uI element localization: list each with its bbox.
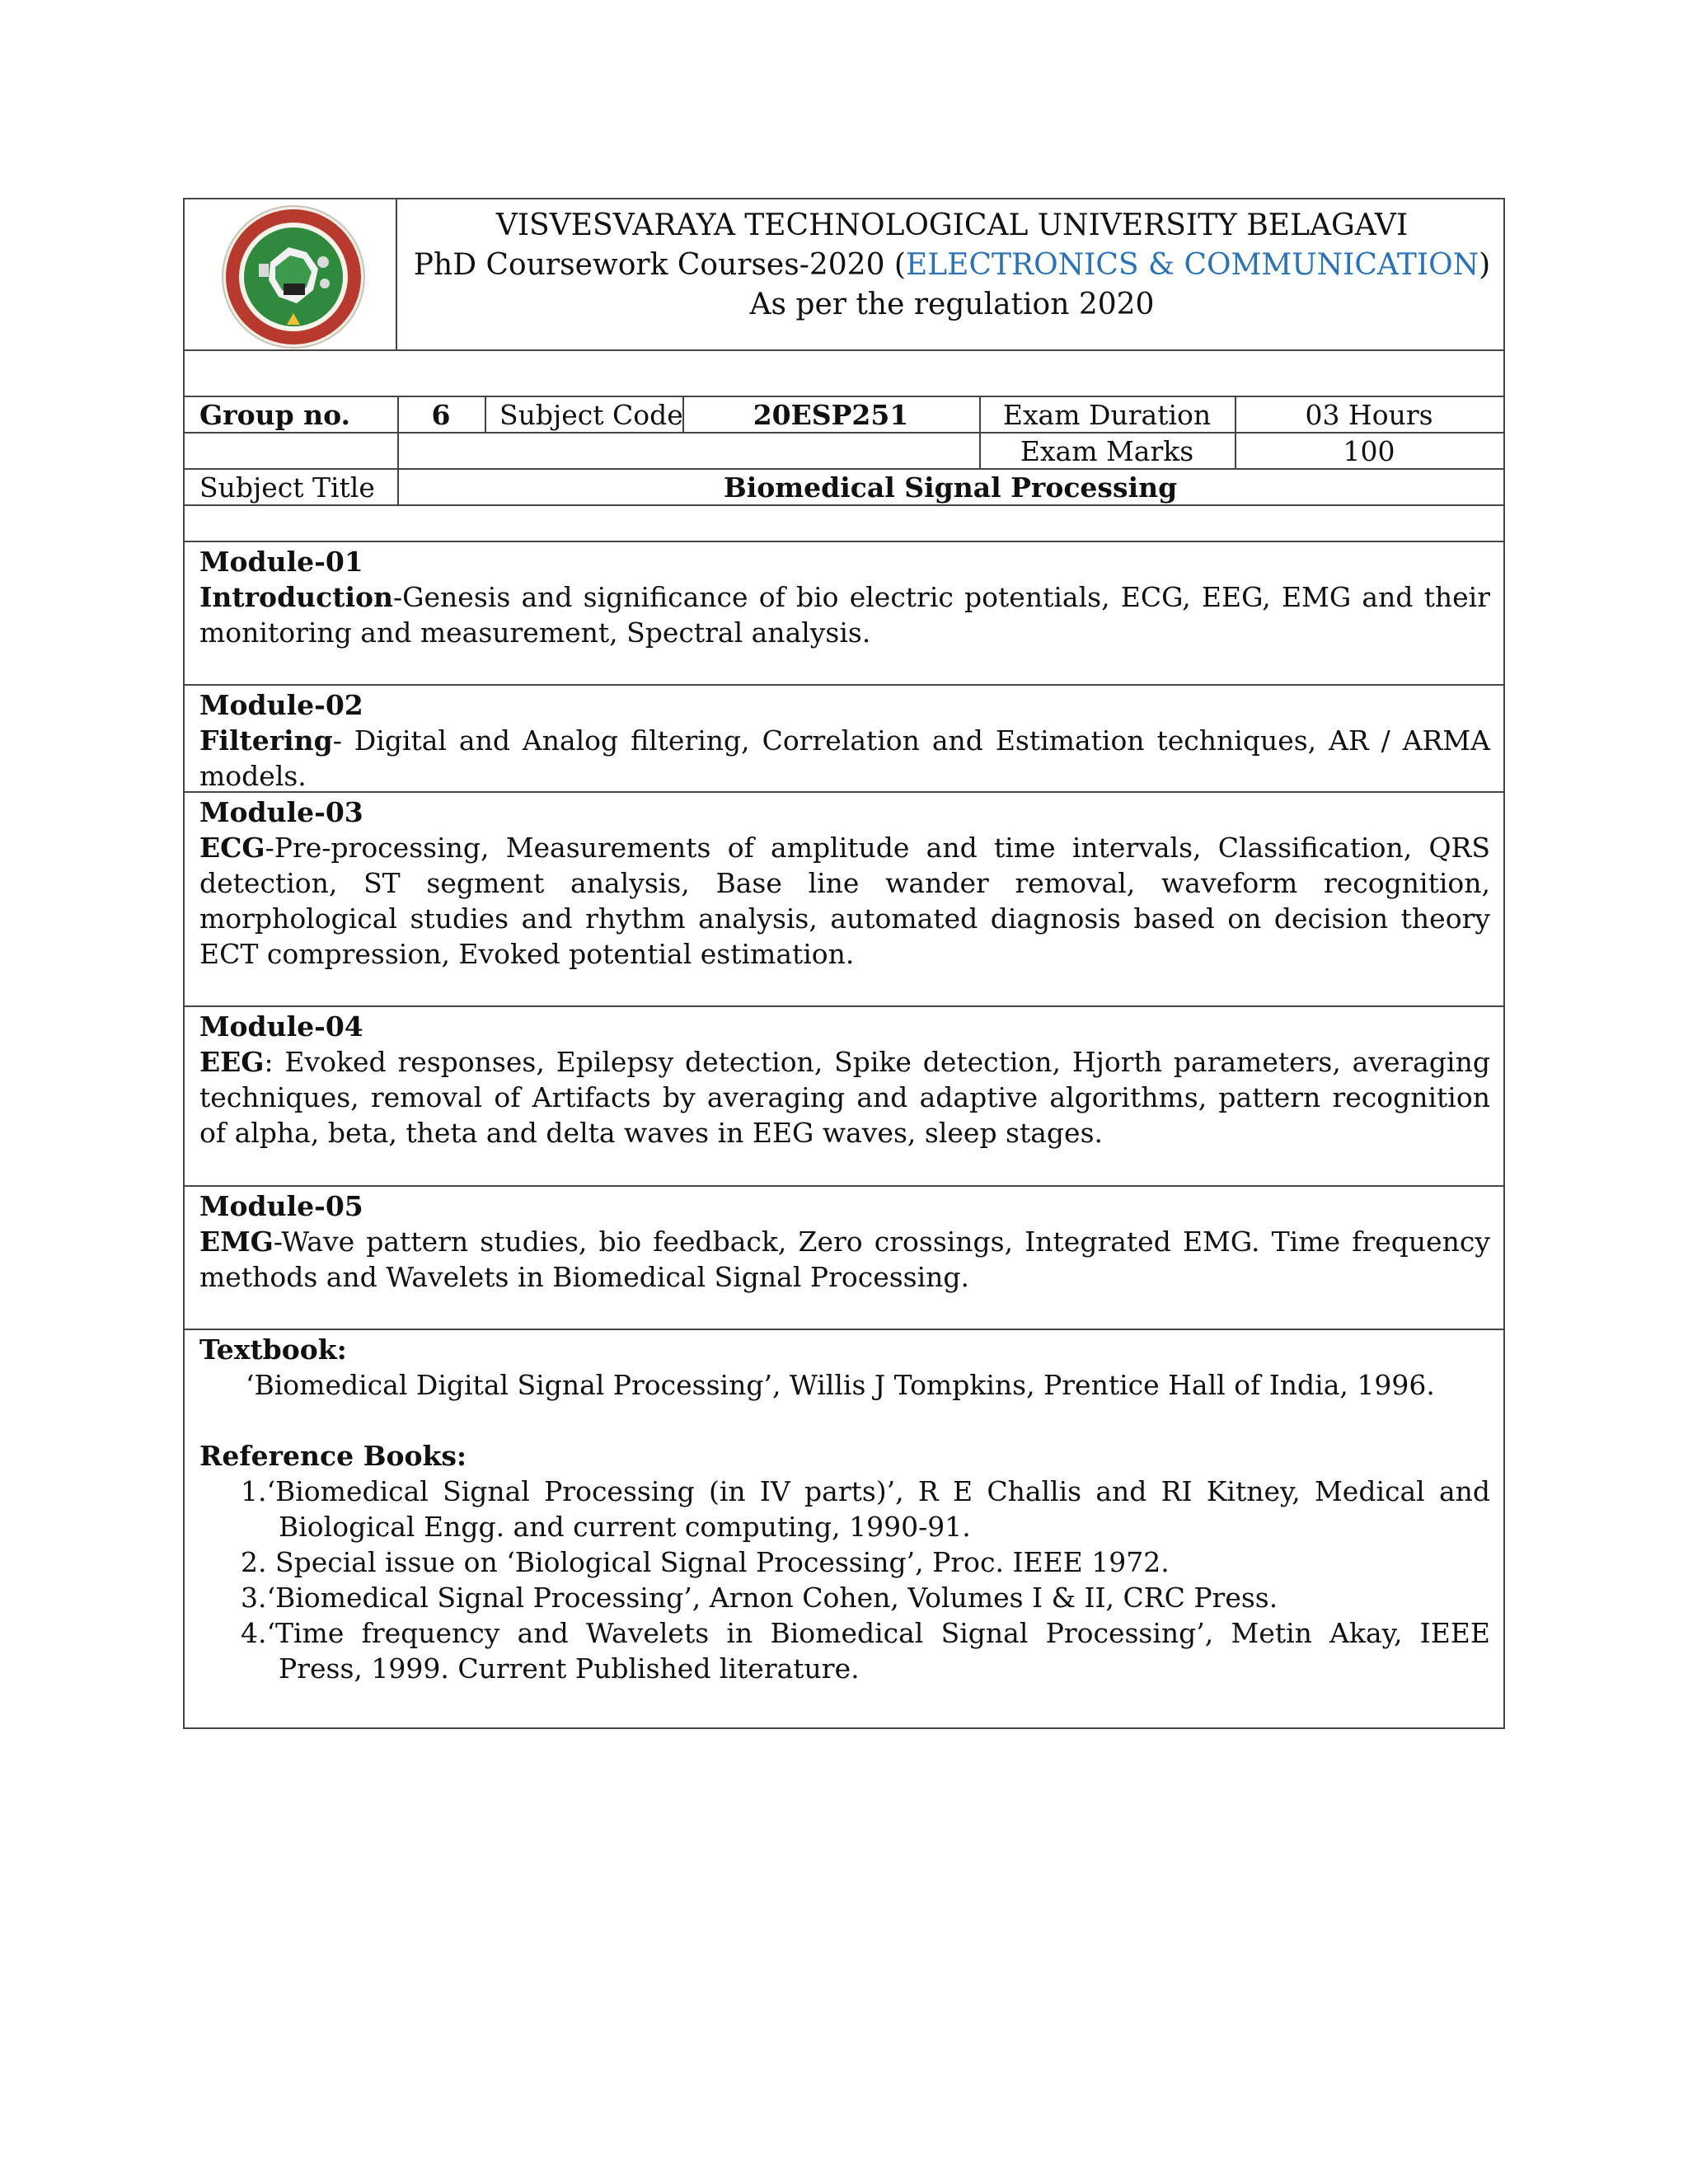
module-text: : Evoked responses, Epilepsy detection, Spike detection, Hjorth parameters, averaging techniques, removal of Artifacts by averaging and adaptive algorithms, pattern recognition of alpha, beta, theta and delta waves in EEG waves, sleep stages. <box>199 1046 1490 1149</box>
regulation-line: As per the regulation 2020 <box>749 288 1155 321</box>
reference-item: 3.‘Biomedical Signal Processing’, Arnon Cohen, Volumes I & II, CRC Press. <box>241 1582 1278 1614</box>
module-title: Module-03 <box>199 796 363 828</box>
reference-item: 2. Special issue on ‘Biological Signal Processing’, Proc. IEEE 1972. <box>241 1546 1170 1578</box>
university-name: VISVESVARAYA TECHNOLOGICAL UNIVERSITY BELAGAVI <box>495 209 1409 242</box>
module-body <box>199 830 1490 972</box>
module-title: Module-02 <box>199 689 363 721</box>
course-suffix: ) <box>1479 248 1491 282</box>
table-divider <box>485 396 486 432</box>
module-text: - Digital and Analog filtering, Correlation and Estimation techniques, AR / ARMA models. <box>199 724 1490 792</box>
module-topic: EMG <box>199 1226 274 1258</box>
subject-code-label: Subject Code <box>499 399 683 431</box>
references-list <box>241 1474 1490 1686</box>
divider <box>185 684 1503 686</box>
course-prefix: PhD Coursework Courses-2020 ( <box>413 248 906 282</box>
group-label: Group no. <box>199 399 351 431</box>
course-line <box>397 246 1507 285</box>
subject-title-label: Subject Title <box>199 471 375 504</box>
syllabus-sheet <box>183 198 1505 1729</box>
module-body <box>199 1224 1490 1295</box>
exam-duration-label: Exam Duration <box>1002 399 1212 431</box>
module-text: -Wave pattern studies, bio feedback, Zero crossings, Integrated EMG. Time frequency methods and Wavelets in Biomedical Signal Processing. <box>199 1226 1490 1293</box>
divider <box>185 1329 1503 1330</box>
module-topic: EEG <box>199 1046 265 1078</box>
subject-title-value: Biomedical Signal Processing <box>723 471 1178 504</box>
divider <box>185 791 1503 793</box>
module-title: Module-05 <box>199 1190 363 1222</box>
department-name: ELECTRONICS & COMMUNICATION <box>905 248 1479 282</box>
module-topic: Filtering <box>199 724 333 757</box>
module-topic: Introduction <box>199 581 394 613</box>
module-body <box>199 723 1490 794</box>
exam-marks-value: 100 <box>1343 435 1395 467</box>
module-title: Module-01 <box>199 546 363 578</box>
reference-item: 1.‘Biomedical Signal Processing (in IV parts)’, R E Challis and RI Kitney, Medical and Biological Engg. and current computing, 1990-91. <box>241 1475 1490 1543</box>
module-body <box>199 1044 1490 1151</box>
exam-marks-label: Exam Marks <box>1020 435 1194 467</box>
reference-item: 4.‘Time frequency and Wavelets in Biomedical Signal Processing’, Metin Akay, IEEE Press, 1999. Current Published literature. <box>241 1617 1490 1685</box>
group-value: 6 <box>431 399 451 431</box>
university-logo-icon <box>221 204 366 349</box>
subject-code-value: 20ESP251 <box>753 399 909 431</box>
divider <box>185 1185 1503 1187</box>
divider <box>185 541 1503 542</box>
module-title: Module-04 <box>199 1010 363 1043</box>
module-body <box>199 579 1490 650</box>
references-heading: Reference Books: <box>199 1440 467 1472</box>
module-text: -Genesis and significance of bio electric potentials, ECG, EEG, EMG and their monitoring and measurement, Spectral analysis. <box>199 581 1490 649</box>
module-text: -Pre-processing, Measurements of amplitude and time intervals, Classification, QRS detection, ST segment analysis, Base line wander removal, waveform recognition, morphological studies and rhythm analysis, automated diagnosis based on decision theory ECT compression, Evoked potential estimation. <box>199 832 1490 970</box>
textbook-heading: Textbook: <box>199 1333 347 1366</box>
exam-duration-value: 03 Hours <box>1305 399 1433 431</box>
divider <box>185 349 1503 351</box>
module-topic: ECG <box>199 832 265 864</box>
textbook-entry: ‘Biomedical Digital Signal Processing’, Willis J Tompkins, Prentice Hall of India, 1996. <box>246 1369 1435 1401</box>
divider <box>185 1005 1503 1007</box>
